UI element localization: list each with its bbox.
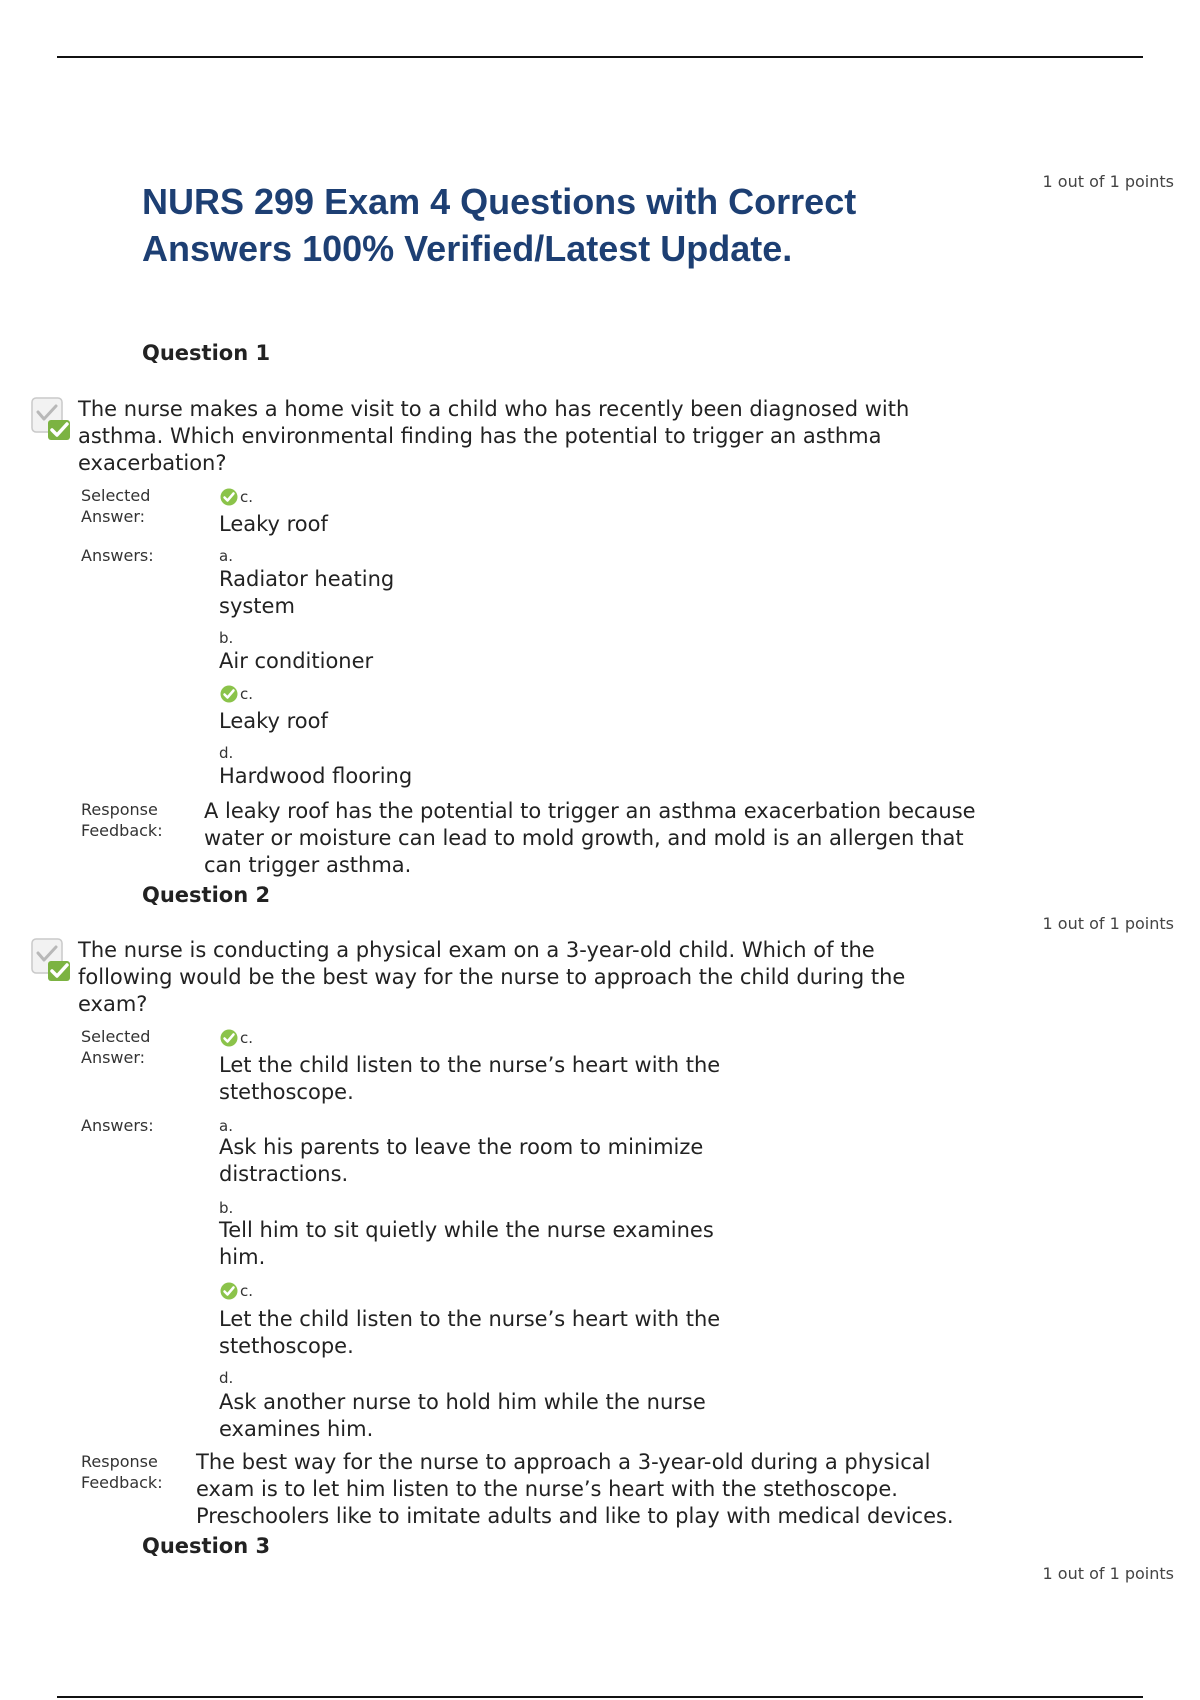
answer-line: Leaky roof bbox=[219, 512, 328, 536]
option-d-text bbox=[219, 1389, 706, 1443]
points-q1: 1 out of 1 points bbox=[1042, 172, 1174, 191]
question-text-line: The nurse is conducting a physical exam on a 3-year-old child. Which of the bbox=[78, 938, 875, 962]
graded-correct-icon bbox=[28, 937, 76, 985]
feedback-line: The best way for the nurse to approach a 3-year-old during a physical bbox=[196, 1450, 931, 1474]
points-q2: 1 out of 1 points bbox=[1042, 914, 1174, 933]
label-response: Response bbox=[81, 1452, 158, 1471]
points-q3: 1 out of 1 points bbox=[1042, 1564, 1174, 1583]
label-feedback: Feedback: bbox=[81, 821, 163, 840]
letter: a. bbox=[219, 1117, 233, 1135]
letter: b. bbox=[219, 1199, 234, 1217]
correct-check-icon bbox=[219, 1281, 239, 1301]
correct-check-icon bbox=[219, 684, 239, 704]
answer-line: stethoscope. bbox=[219, 1334, 354, 1358]
feedback-line: A leaky roof has the potential to trigger an asthma exacerbation because bbox=[204, 799, 976, 823]
question-text-line: The nurse makes a home visit to a child who has recently been diagnosed with bbox=[78, 397, 910, 421]
answer-line: stethoscope. bbox=[219, 1080, 354, 1104]
correct-check-icon bbox=[219, 1028, 239, 1048]
question-text-line: following would be the best way for the nurse to approach the child during the bbox=[78, 965, 906, 989]
selected-answer-text bbox=[219, 1052, 720, 1106]
graded-correct-icon bbox=[28, 396, 76, 444]
option-b-text bbox=[219, 648, 373, 675]
letter: c. bbox=[240, 1029, 254, 1047]
response-feedback-text bbox=[196, 1449, 954, 1530]
question-1-header: Question 1 bbox=[142, 341, 271, 365]
selected-letter bbox=[219, 1027, 253, 1049]
title-line-2: Answers 100% Verified/Latest Update. bbox=[142, 228, 793, 269]
option-d-text bbox=[219, 763, 412, 790]
option-a-text bbox=[219, 1134, 703, 1188]
response-feedback-text bbox=[204, 798, 976, 879]
answer-line: Radiator heating bbox=[219, 567, 395, 591]
response-feedback-label bbox=[81, 799, 163, 841]
answer-line: him. bbox=[219, 1245, 266, 1269]
option-b-letter bbox=[219, 627, 233, 649]
label-answers: Answers: bbox=[81, 546, 154, 565]
option-a-text bbox=[219, 566, 394, 620]
option-b-letter bbox=[219, 1197, 233, 1219]
answer-line: Hardwood flooring bbox=[219, 764, 413, 788]
option-d-letter bbox=[219, 742, 233, 764]
answer-line: Tell him to sit quietly while the nurse examines bbox=[219, 1218, 714, 1242]
feedback-line: Preschoolers like to imitate adults and like to play with medical devices. bbox=[196, 1504, 954, 1528]
label-response: Response bbox=[81, 800, 158, 819]
option-d-letter bbox=[219, 1367, 233, 1389]
question-3-header: Question 3 bbox=[142, 1534, 271, 1558]
letter: c. bbox=[240, 1282, 254, 1300]
letter: b. bbox=[219, 629, 234, 647]
answer-line: Let the child listen to the nurse’s heart with the bbox=[219, 1053, 721, 1077]
question-2-text bbox=[78, 937, 1028, 1018]
option-a-letter bbox=[219, 545, 233, 567]
correct-check-icon bbox=[219, 487, 239, 507]
label-selected: Selected bbox=[81, 1027, 151, 1046]
label-answers: Answers: bbox=[81, 1116, 154, 1135]
letter: a. bbox=[219, 547, 233, 565]
answer-line: examines him. bbox=[219, 1417, 374, 1441]
option-c-letter bbox=[219, 1280, 253, 1302]
letter: d. bbox=[219, 1369, 234, 1387]
question-1-text bbox=[78, 396, 1028, 477]
feedback-line: exam is to let him listen to the nurse’s heart with the stethoscope. bbox=[196, 1477, 898, 1501]
answer-line: system bbox=[219, 594, 295, 618]
answer-line: Leaky roof bbox=[219, 709, 328, 733]
question-text-line: asthma. Which environmental finding has the potential to trigger an asthma bbox=[78, 424, 882, 448]
label-selected: Selected bbox=[81, 486, 151, 505]
selected-answer-text bbox=[219, 511, 328, 538]
selected-answer-label bbox=[81, 1026, 150, 1068]
top-rule bbox=[57, 56, 1143, 58]
option-b-text bbox=[219, 1217, 714, 1271]
answer-line: Ask another nurse to hold him while the nurse bbox=[219, 1390, 706, 1414]
option-c-text bbox=[219, 708, 328, 735]
response-feedback-label bbox=[81, 1451, 163, 1493]
question-text-line: exacerbation? bbox=[78, 451, 227, 475]
feedback-line: can trigger asthma. bbox=[204, 853, 412, 877]
option-c-letter bbox=[219, 683, 253, 705]
letter: c. bbox=[240, 488, 254, 506]
bottom-rule bbox=[57, 1696, 1143, 1698]
letter: c. bbox=[240, 685, 254, 703]
label-answer: Answer: bbox=[81, 507, 146, 526]
question-text-line: exam? bbox=[78, 992, 148, 1016]
answer-line: distractions. bbox=[219, 1162, 349, 1186]
answers-label bbox=[81, 545, 154, 566]
selected-letter bbox=[219, 486, 253, 508]
feedback-line: water or moisture can lead to mold growth, and mold is an allergen that bbox=[204, 826, 964, 850]
answers-label bbox=[81, 1115, 154, 1136]
label-answer: Answer: bbox=[81, 1048, 146, 1067]
page-title bbox=[142, 178, 972, 272]
letter: d. bbox=[219, 744, 234, 762]
option-c-text bbox=[219, 1306, 720, 1360]
answer-line: Ask his parents to leave the room to minimize bbox=[219, 1135, 704, 1159]
answer-line: Let the child listen to the nurse’s heart with the bbox=[219, 1307, 721, 1331]
title-line-1: NURS 299 Exam 4 Questions with Correct bbox=[142, 181, 857, 222]
selected-answer-label bbox=[81, 485, 150, 527]
question-2-header: Question 2 bbox=[142, 883, 271, 907]
answer-line: Air conditioner bbox=[219, 649, 374, 673]
label-feedback: Feedback: bbox=[81, 1473, 163, 1492]
